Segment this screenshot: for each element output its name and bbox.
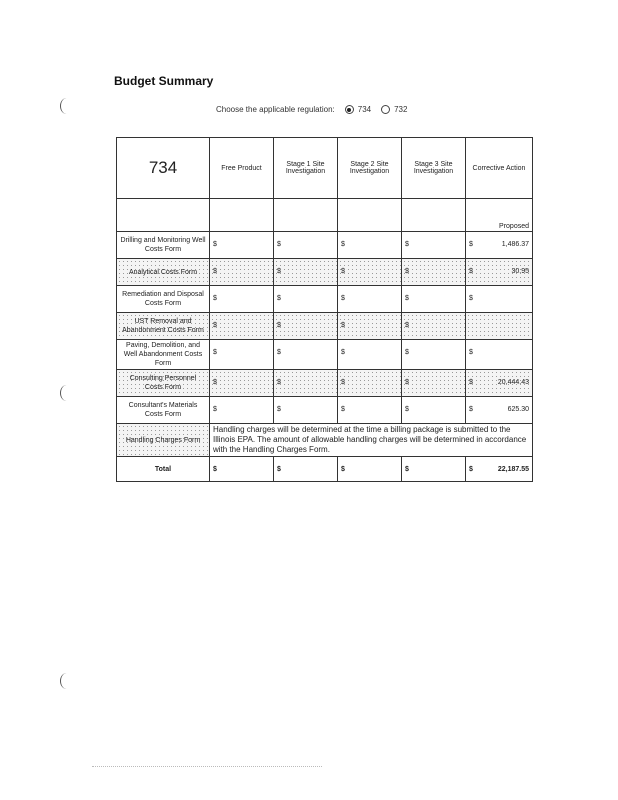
amount-cell[interactable]	[402, 340, 466, 370]
dollar-sign: $	[213, 322, 217, 329]
row-label[interactable]: Paving, Demolition, and Well Abandonment Costs Form	[117, 340, 210, 370]
amount-cell[interactable]	[402, 397, 466, 424]
dollar-sign: $	[469, 295, 473, 302]
punch-hole-icon	[60, 98, 73, 114]
total-label: Total	[117, 457, 210, 482]
amount-cell[interactable]	[274, 286, 338, 313]
radio-732-label: 732	[394, 105, 408, 114]
dollar-sign: $	[405, 379, 409, 386]
amount-cell[interactable]	[338, 370, 402, 397]
handling-note: Handling charges will be determined at the time a billing package is submitted to the Illinois EPA. The amount of allowable handling charges will be determined in accordance with the Handling Charges Form.	[210, 424, 533, 457]
dollar-sign: $	[469, 379, 473, 386]
amount-cell[interactable]	[402, 313, 466, 340]
header-stage-2: Stage 2 Site Investigation	[338, 138, 402, 199]
amount-cell[interactable]	[274, 313, 338, 340]
footer-rule	[92, 766, 322, 767]
dollar-sign: $	[405, 466, 409, 473]
dollar-sign: $	[277, 349, 281, 356]
amount-cell[interactable]	[210, 232, 274, 259]
dollar-sign: $	[341, 268, 345, 275]
amount-cell[interactable]	[274, 370, 338, 397]
table-row	[117, 286, 533, 313]
dollar-sign: $	[341, 322, 345, 329]
header-stage-3: Stage 3 Site Investigation	[402, 138, 466, 199]
dollar-sign: $	[469, 268, 473, 275]
budget-table	[116, 137, 533, 482]
amount-cell[interactable]	[402, 232, 466, 259]
header-free-product: Free Product	[210, 138, 274, 199]
dollar-sign: $	[277, 268, 281, 275]
amount-cell[interactable]	[338, 397, 402, 424]
dollar-sign: $	[277, 379, 281, 386]
radio-734[interactable]	[345, 105, 354, 114]
proposed-row	[117, 199, 533, 232]
total-cell[interactable]	[338, 457, 402, 482]
total-cell[interactable]	[274, 457, 338, 482]
radio-732[interactable]	[381, 105, 390, 114]
dollar-sign: $	[341, 295, 345, 302]
row-label[interactable]: Drilling and Monitoring Well Costs Form	[117, 232, 210, 259]
dollar-sign: $	[341, 379, 345, 386]
amount-cell[interactable]	[274, 397, 338, 424]
dollar-sign: $	[405, 295, 409, 302]
dollar-sign: $	[213, 349, 217, 356]
amount-cell[interactable]	[274, 259, 338, 286]
amount-cell[interactable]	[466, 232, 533, 259]
handling-row	[117, 424, 533, 457]
dollar-sign: $	[213, 268, 217, 275]
dollar-sign: $	[213, 406, 217, 413]
dollar-sign: $	[213, 295, 217, 302]
amount-cell[interactable]	[338, 259, 402, 286]
dollar-sign: $	[405, 406, 409, 413]
dollar-sign: $	[277, 241, 281, 248]
amount-cell[interactable]	[210, 397, 274, 424]
punch-hole-icon	[60, 673, 73, 689]
amount-value: 20,444.43	[497, 379, 529, 386]
table-row	[117, 370, 533, 397]
dollar-sign: $	[405, 268, 409, 275]
amount-cell[interactable]	[466, 259, 533, 286]
amount-cell[interactable]	[210, 340, 274, 370]
amount-cell[interactable]	[210, 259, 274, 286]
radio-734-label: 734	[357, 105, 372, 114]
header-corrective-action: Corrective Action	[466, 138, 533, 199]
amount-cell[interactable]	[402, 370, 466, 397]
row-label[interactable]: Consulting Personnel Costs Form	[117, 370, 210, 397]
total-cell[interactable]	[402, 457, 466, 482]
header-stage-1: Stage 1 Site Investigation	[274, 138, 338, 199]
table-row	[117, 313, 533, 340]
row-label[interactable]: UST Removal and Abandonment Costs Form	[117, 313, 210, 340]
amount-value: 1,486.37	[501, 241, 529, 248]
row-label[interactable]: Analytical Costs Form	[117, 259, 210, 286]
row-label[interactable]: Consultant's Materials Costs Form	[117, 397, 210, 424]
amount-cell[interactable]	[402, 286, 466, 313]
amount-cell[interactable]	[210, 286, 274, 313]
dollar-sign: $	[341, 406, 345, 413]
amount-cell[interactable]	[338, 340, 402, 370]
handling-label[interactable]: Handling Charges Form	[117, 424, 210, 457]
regulation-corner: 734	[117, 138, 210, 199]
proposed-label: Proposed	[466, 199, 533, 232]
dollar-sign: $	[469, 406, 473, 413]
dollar-sign: $	[341, 466, 345, 473]
page-title: Budget Summary	[114, 74, 214, 88]
amount-value: 22,187.55	[497, 466, 529, 473]
punch-hole-icon	[60, 385, 73, 401]
dollar-sign: $	[277, 406, 281, 413]
amount-cell[interactable]	[274, 232, 338, 259]
dollar-sign: $	[213, 379, 217, 386]
dollar-sign: $	[277, 295, 281, 302]
amount-cell[interactable]	[466, 340, 533, 370]
dollar-sign: $	[341, 349, 345, 356]
row-label[interactable]: Remediation and Disposal Costs Form	[117, 286, 210, 313]
amount-value: 30.95	[511, 268, 529, 275]
amount-cell[interactable]	[210, 370, 274, 397]
table-row	[117, 259, 533, 286]
header-row	[117, 138, 533, 199]
amount-cell[interactable]	[338, 232, 402, 259]
total-cell[interactable]	[466, 457, 533, 482]
dollar-sign: $	[213, 241, 217, 248]
dollar-sign: $	[405, 241, 409, 248]
total-cell[interactable]	[210, 457, 274, 482]
table-row	[117, 397, 533, 424]
amount-cell[interactable]	[338, 286, 402, 313]
dollar-sign: $	[405, 349, 409, 356]
table-row	[117, 232, 533, 259]
dollar-sign: $	[469, 466, 473, 473]
dollar-sign: $	[277, 322, 281, 329]
regulation-prompt: Choose the applicable regulation:	[216, 105, 335, 114]
amount-cell[interactable]	[210, 313, 274, 340]
table-row	[117, 340, 533, 370]
regulation-chooser	[216, 105, 407, 114]
amount-cell[interactable]	[402, 259, 466, 286]
dollar-sign: $	[405, 322, 409, 329]
dollar-sign: $	[469, 241, 473, 248]
amount-cell[interactable]	[338, 313, 402, 340]
amount-cell[interactable]	[274, 340, 338, 370]
amount-cell[interactable]	[466, 286, 533, 313]
total-row	[117, 457, 533, 482]
dollar-sign: $	[213, 466, 217, 473]
dollar-sign: $	[341, 241, 345, 248]
amount-cell[interactable]	[466, 397, 533, 424]
dollar-sign: $	[469, 349, 473, 356]
dollar-sign: $	[277, 466, 281, 473]
amount-value: 625.30	[507, 406, 529, 413]
amount-cell[interactable]	[466, 370, 533, 397]
amount-cell[interactable]	[466, 313, 533, 340]
